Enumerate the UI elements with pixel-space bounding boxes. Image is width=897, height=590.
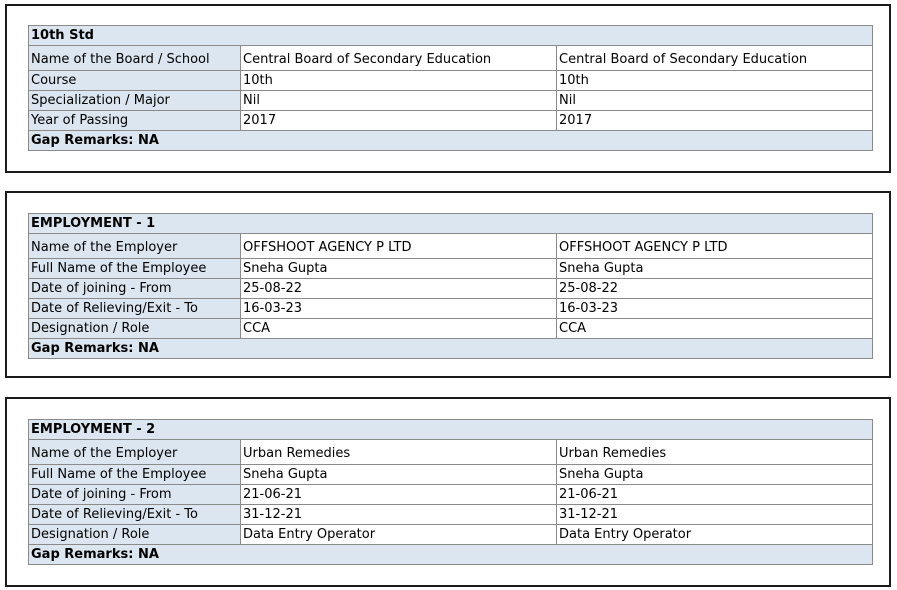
row-label: Full Name of the Employee: [29, 465, 241, 485]
claimed-value: Data Entry Operator: [241, 525, 557, 545]
claimed-value: Sneha Gupta: [241, 465, 557, 485]
section-header-row: [29, 420, 873, 440]
table-row: [29, 319, 873, 339]
claimed-value: 31-12-21: [241, 505, 557, 525]
row-label: Date of joining - From: [29, 279, 241, 299]
table-row: [29, 279, 873, 299]
row-label: Designation / Role: [29, 319, 241, 339]
claimed-value: CCA: [241, 319, 557, 339]
verified-value: Urban Remedies: [557, 440, 873, 465]
claimed-value: Urban Remedies: [241, 440, 557, 465]
claimed-value: Nil: [241, 91, 557, 111]
table-row: [29, 465, 873, 485]
table-row: [29, 505, 873, 525]
verified-value: Data Entry Operator: [557, 525, 873, 545]
claimed-value: OFFSHOOT AGENCY P LTD: [241, 234, 557, 259]
employment-1-table: [28, 213, 873, 359]
table-row: [29, 111, 873, 131]
verified-value: Sneha Gupta: [557, 259, 873, 279]
row-label: Designation / Role: [29, 525, 241, 545]
section-title: EMPLOYMENT - 1: [29, 214, 873, 234]
gap-remarks: Gap Remarks: NA: [29, 339, 873, 359]
employment-1-section-panel: [5, 191, 891, 378]
employment-2-section-panel: [5, 397, 891, 587]
education-table: [28, 25, 873, 151]
verified-value: 31-12-21: [557, 505, 873, 525]
verified-value: Nil: [557, 91, 873, 111]
row-label: Specialization / Major: [29, 91, 241, 111]
claimed-value: 2017: [241, 111, 557, 131]
row-label: Course: [29, 71, 241, 91]
row-label: Date of Relieving/Exit - To: [29, 505, 241, 525]
row-label: Date of Relieving/Exit - To: [29, 299, 241, 319]
verified-value: 16-03-23: [557, 299, 873, 319]
claimed-value: 16-03-23: [241, 299, 557, 319]
verified-value: Central Board of Secondary Education: [557, 46, 873, 71]
verified-value: 2017: [557, 111, 873, 131]
gap-remarks-row: [29, 131, 873, 151]
claimed-value: Sneha Gupta: [241, 259, 557, 279]
verified-value: CCA: [557, 319, 873, 339]
verified-value: 10th: [557, 71, 873, 91]
row-label: Name of the Board / School: [29, 46, 241, 71]
row-label: Year of Passing: [29, 111, 241, 131]
claimed-value: Central Board of Secondary Education: [241, 46, 557, 71]
education-section-panel: [5, 4, 891, 173]
employment-2-table: [28, 419, 873, 565]
table-row: [29, 46, 873, 71]
gap-remarks: Gap Remarks: NA: [29, 545, 873, 565]
gap-remarks-row: [29, 339, 873, 359]
claimed-value: 21-06-21: [241, 485, 557, 505]
table-row: [29, 71, 873, 91]
table-row: [29, 440, 873, 465]
verified-value: OFFSHOOT AGENCY P LTD: [557, 234, 873, 259]
gap-remarks: Gap Remarks: NA: [29, 131, 873, 151]
verified-value: 25-08-22: [557, 279, 873, 299]
section-header-row: [29, 26, 873, 46]
row-label: Date of joining - From: [29, 485, 241, 505]
table-row: [29, 234, 873, 259]
verified-value: Sneha Gupta: [557, 465, 873, 485]
table-row: [29, 259, 873, 279]
table-row: [29, 525, 873, 545]
table-row: [29, 299, 873, 319]
row-label: Full Name of the Employee: [29, 259, 241, 279]
row-label: Name of the Employer: [29, 234, 241, 259]
verified-value: 21-06-21: [557, 485, 873, 505]
table-row: [29, 485, 873, 505]
claimed-value: 25-08-22: [241, 279, 557, 299]
section-title: 10th Std: [29, 26, 873, 46]
gap-remarks-row: [29, 545, 873, 565]
section-header-row: [29, 214, 873, 234]
claimed-value: 10th: [241, 71, 557, 91]
section-title: EMPLOYMENT - 2: [29, 420, 873, 440]
row-label: Name of the Employer: [29, 440, 241, 465]
table-row: [29, 91, 873, 111]
